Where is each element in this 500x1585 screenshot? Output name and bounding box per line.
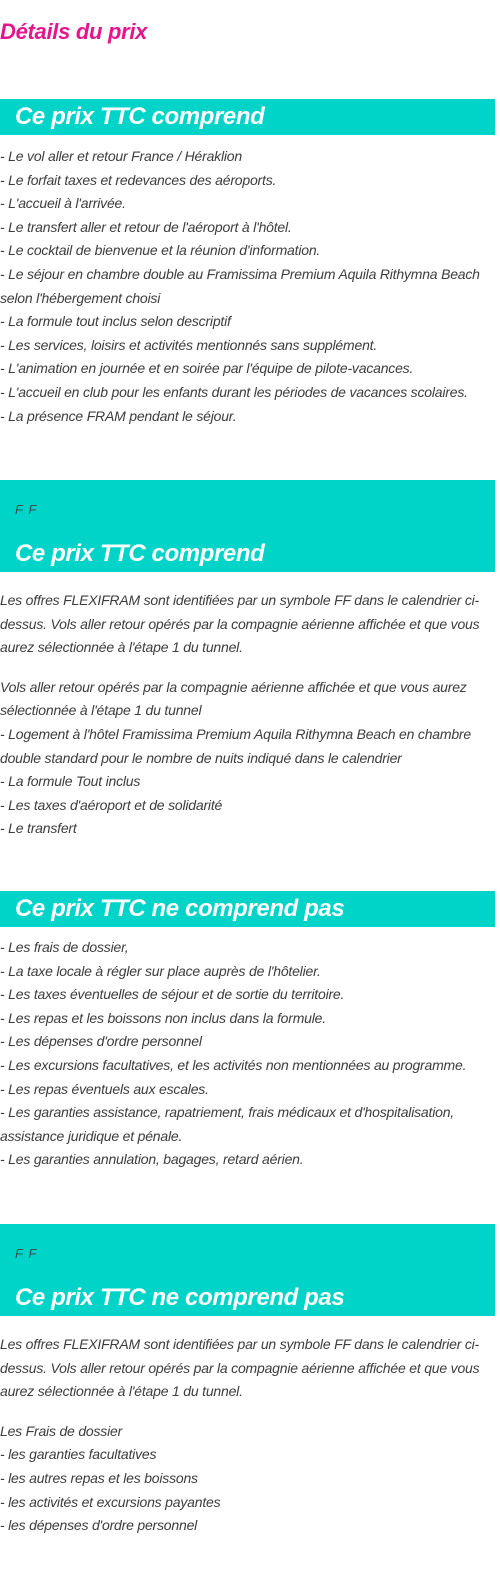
section-body [0,589,495,841]
list-item: - La présence FRAM pendant le séjour. [0,407,237,424]
list-item: - Le cocktail de bienvenue et la réunion d'information. [0,242,321,259]
list-item: - les dépenses d'ordre personnel [0,1517,198,1534]
section-price-excludes [0,891,495,1172]
section-price-includes [0,99,495,428]
list-item: Les Frais de dossier [0,1422,123,1439]
list-item: - Les garanties annulation, bagages, retard aérien. [0,1151,304,1168]
list-item: - Le séjour en chambre double au Framissima Premium Aquila Rithymna Beach selon l'hébergement choisi [0,265,480,306]
section-header-band [0,891,495,927]
list-item: Vols aller retour opérés par la compagnie aérienne affichée et que vous aurez sélectionnée à l'étape 1 du tunnel [0,678,467,719]
list-item: - Les repas et les boissons non inclus dans la formule. [0,1009,326,1026]
list-item: - les activités et excursions payantes [0,1493,221,1510]
list-item: - Logement à l'hôtel Framissima Premium Aquila Rithymna Beach en chambre double standard pour le nombre de nuits indiqué dans le calendrier [0,725,471,766]
list-item: - Le transfert aller et retour de l'aéroport à l'hôtel. [0,218,292,235]
list-item: - Les excursions facultatives, et les activités non mentionnées au programme. [0,1056,467,1073]
section-header-band [0,99,495,135]
list-item: - Le transfert [0,820,77,837]
section-header-band [0,1224,495,1316]
section-body [0,1333,495,1538]
section-heading: Ce prix TTC comprend [15,540,265,567]
list-item: - Les dépenses d'ordre personnel [0,1033,202,1050]
list-item: - les autres repas et les boissons [0,1469,198,1486]
list-item: - Les garanties assistance, rapatriement, frais médicaux et d'hospitalisation, assistance juridique et pénale. [0,1104,454,1144]
list-item: - Les taxes d'aéroport et de solidarité [0,796,223,813]
list-item: - Les taxes éventuelles de séjour et de sortie du territoire. [0,986,345,1003]
list-item: - L'accueil à l'arrivée. [0,195,126,212]
section-heading: Ce prix TTC ne comprend pas [15,895,345,922]
page-title: Détails du prix [0,19,148,44]
list-item: - La formule Tout inclus [0,773,141,790]
list-item: - Les repas éventuels aux escales. [0,1080,209,1097]
section-heading: Ce prix TTC comprend [15,103,265,130]
list-item: - L'accueil en club pour les enfants durant les périodes de vacances scolaires. [0,383,468,400]
list-item: - La formule tout inclus selon descriptif [0,313,231,330]
list-item: - Le vol aller et retour France / Héraklion [0,148,242,164]
section-flexifram-includes [0,480,495,841]
ff-symbol: F F [15,502,38,517]
list-item: - Le forfait taxes et redevances des aéroports. [0,171,277,188]
intro-paragraph: Les offres FLEXIFRAM sont identifiées par un symbole FF dans le calendrier ci-dessus. Vols aller retour opérés par la compagnie aérienne affichée et que vous aurez sélectionnée à l'étape 1 du tunnel. [0,592,480,656]
section-body [0,145,495,428]
section-flexifram-excludes [0,1224,495,1538]
list-item: - La taxe locale à régler sur place auprès de l'hôtelier. [0,962,321,979]
list-item: - L'animation en journée et en soirée par l'équipe de pilote-vacances. [0,360,414,377]
list-item: - les garanties facultatives [0,1446,157,1463]
list-item: - Les frais de dossier, [0,939,129,955]
section-heading: Ce prix TTC ne comprend pas [15,1284,345,1311]
section-header-band [0,480,495,572]
section-body [0,936,495,1172]
list-item: - Les services, loisirs et activités mentionnés sans supplément. [0,336,378,353]
ff-symbol: F F [15,1246,38,1261]
intro-paragraph: Les offres FLEXIFRAM sont identifiées par un symbole FF dans le calendrier ci-dessus. Vols aller retour opérés par la compagnie aérienne affichée et que vous aurez sélectionnée à l'étape 1 du tunnel. [0,1336,480,1400]
